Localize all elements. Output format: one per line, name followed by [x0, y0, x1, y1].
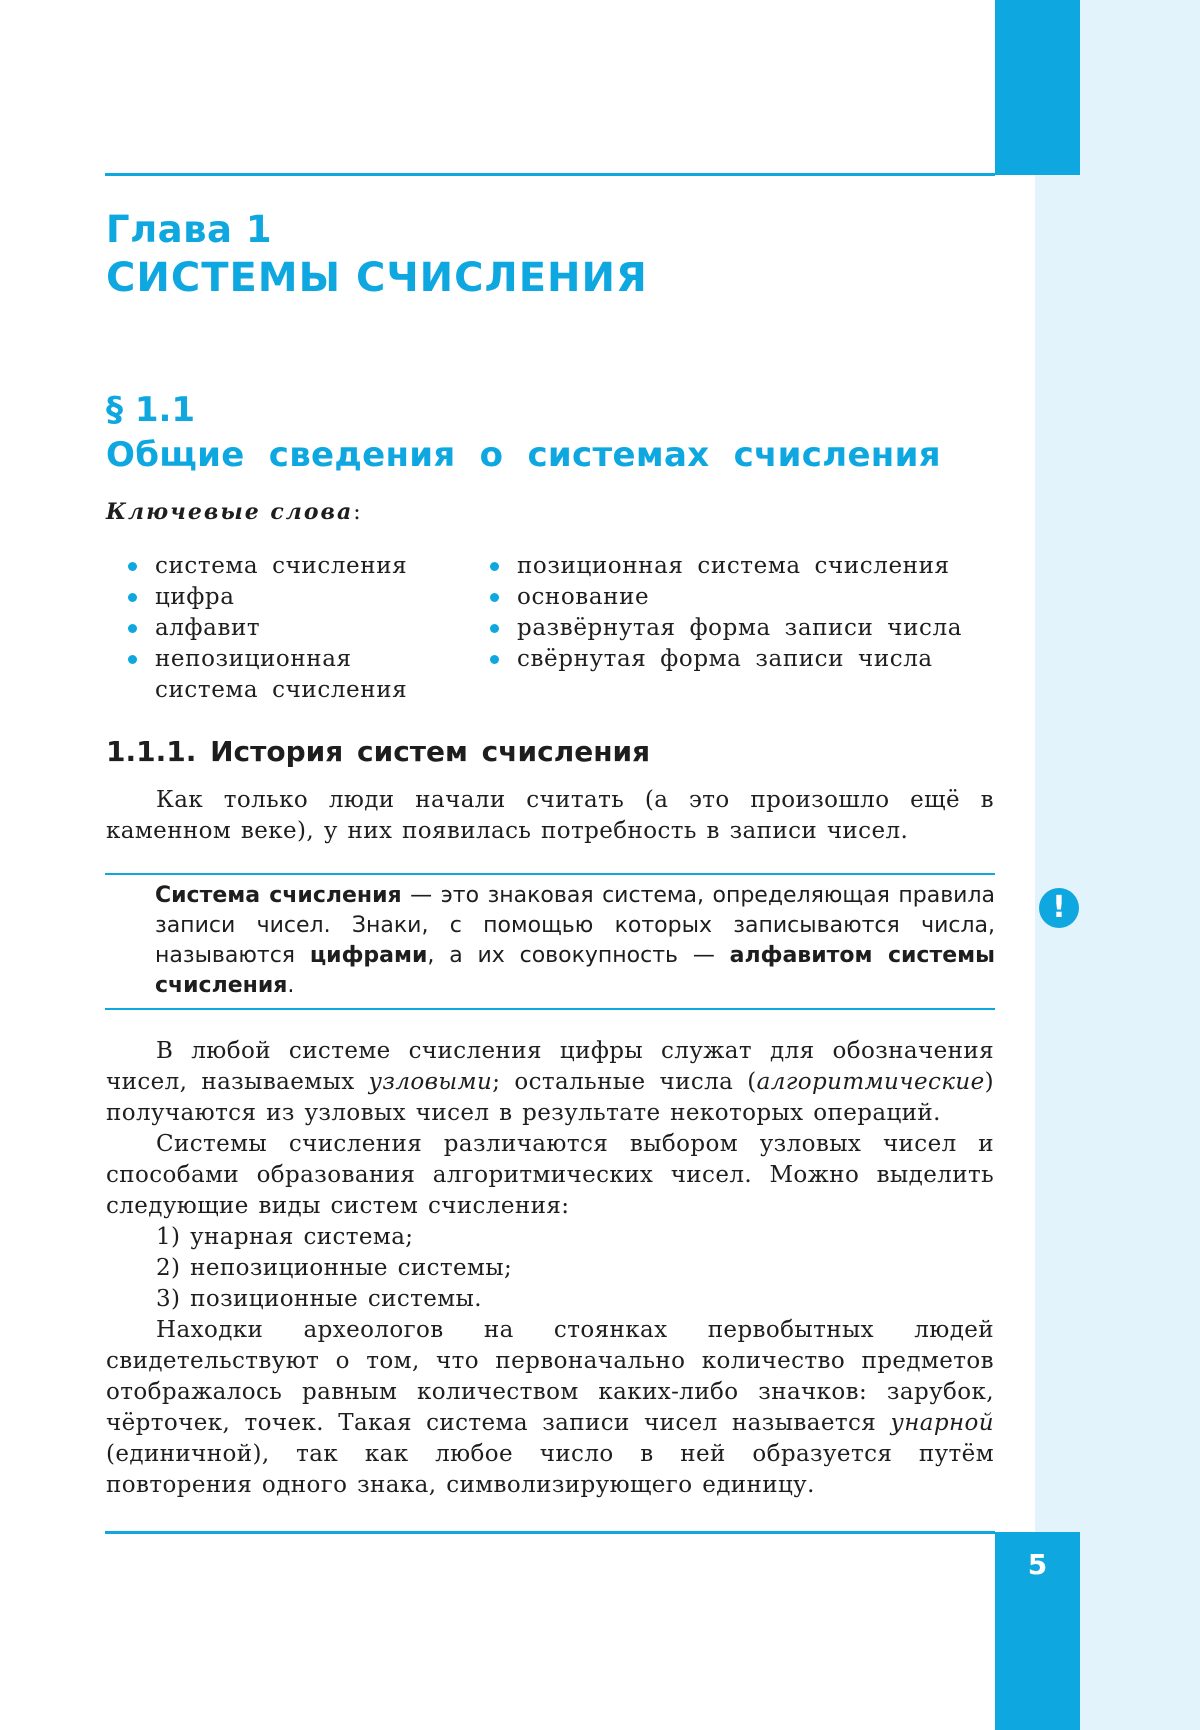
- list-item: 3) позиционные системы.: [156, 1286, 482, 1312]
- main-text: [106, 1036, 994, 1501]
- keyword-item: развёрнутая форма записи числа: [490, 613, 1010, 644]
- page-number: 5: [1027, 1548, 1048, 1581]
- definition-rule-bottom: [105, 1008, 995, 1010]
- bullet-icon: [128, 562, 137, 571]
- keyword-item: цифра: [128, 582, 458, 613]
- intro-paragraph: Как только люди начали считать (а это произошло ещё в каменном веке), у них появилась потребность в записи чисел.: [106, 787, 994, 844]
- bullet-icon: [490, 655, 499, 664]
- list-item: 1) унарная система;: [156, 1224, 414, 1250]
- keyword-item: непозиционная система счисления: [128, 644, 458, 706]
- bottom-divider: [105, 1531, 995, 1534]
- keywords-list-right: [490, 551, 1010, 675]
- chapter-title: СИСТЕМЫ СЧИСЛЕНИЯ: [106, 255, 648, 301]
- keywords-list-left: [128, 551, 458, 706]
- top-divider: [105, 173, 995, 176]
- chapter-tab: [995, 0, 1080, 175]
- bullet-icon: [490, 624, 499, 633]
- list-item: 2) непозиционные системы;: [156, 1255, 513, 1281]
- bullet-icon: [490, 593, 499, 602]
- keyword-item: свёрнутая форма записи числа: [490, 644, 1010, 675]
- definition-term: Система счисления: [155, 883, 402, 908]
- bullet-icon: [490, 562, 499, 571]
- section-number: § 1.1: [106, 390, 196, 430]
- bullet-icon: [128, 655, 137, 664]
- paragraph: Системы счисления различаются выбором узловых чисел и способами образования алгоритмических чисел. Можно выделить следующие виды систем счисления:: [106, 1131, 994, 1219]
- keyword-item: позиционная система счисления: [490, 551, 1010, 582]
- bullet-icon: [128, 593, 137, 602]
- paragraph: Находки археологов на стоянках первобытных людей свидетельствуют о том, что первоначально количество предметов отображалось равным количеством каких-либо значков: зарубок, чёрточек, точек. Такая система записи чисел называется унарной (единичной), так как любое число в ней образуется путём повторения одного знака, символизирующего единицу.: [106, 1317, 994, 1498]
- chapter-label: Глава 1: [106, 208, 273, 251]
- digits-term: цифрами: [309, 943, 428, 968]
- keyword-item: система счисления: [128, 551, 458, 582]
- section-title: Общие сведения о системах счисления: [106, 435, 941, 475]
- keyword-item: алфавит: [128, 613, 458, 644]
- keyword-item: основание: [490, 582, 1010, 613]
- keywords-label: Ключевые слова:: [106, 499, 363, 525]
- exclamation-icon: !: [1039, 888, 1079, 928]
- bullet-icon: [128, 624, 137, 633]
- margin-strip: [1035, 0, 1200, 1730]
- definition-rule-top: [105, 873, 995, 875]
- definition-box: Система счисления — это знаковая система, определяющая правила записи чисел. Знаки, с помощью которых записываются числа, называются цифрами, а их совокупность — алфавитом системы счисления.: [155, 883, 995, 998]
- subsection-title: 1.1.1. История систем счисления: [106, 735, 651, 768]
- alphabet-term: алфавитом системы счисления: [155, 943, 995, 998]
- paragraph: В любой системе счисления цифры служат для обозначения чисел, называемых узловыми; остальные числа (алгоритмические) получаются из узловых чисел в результате некоторых операций.: [106, 1038, 994, 1126]
